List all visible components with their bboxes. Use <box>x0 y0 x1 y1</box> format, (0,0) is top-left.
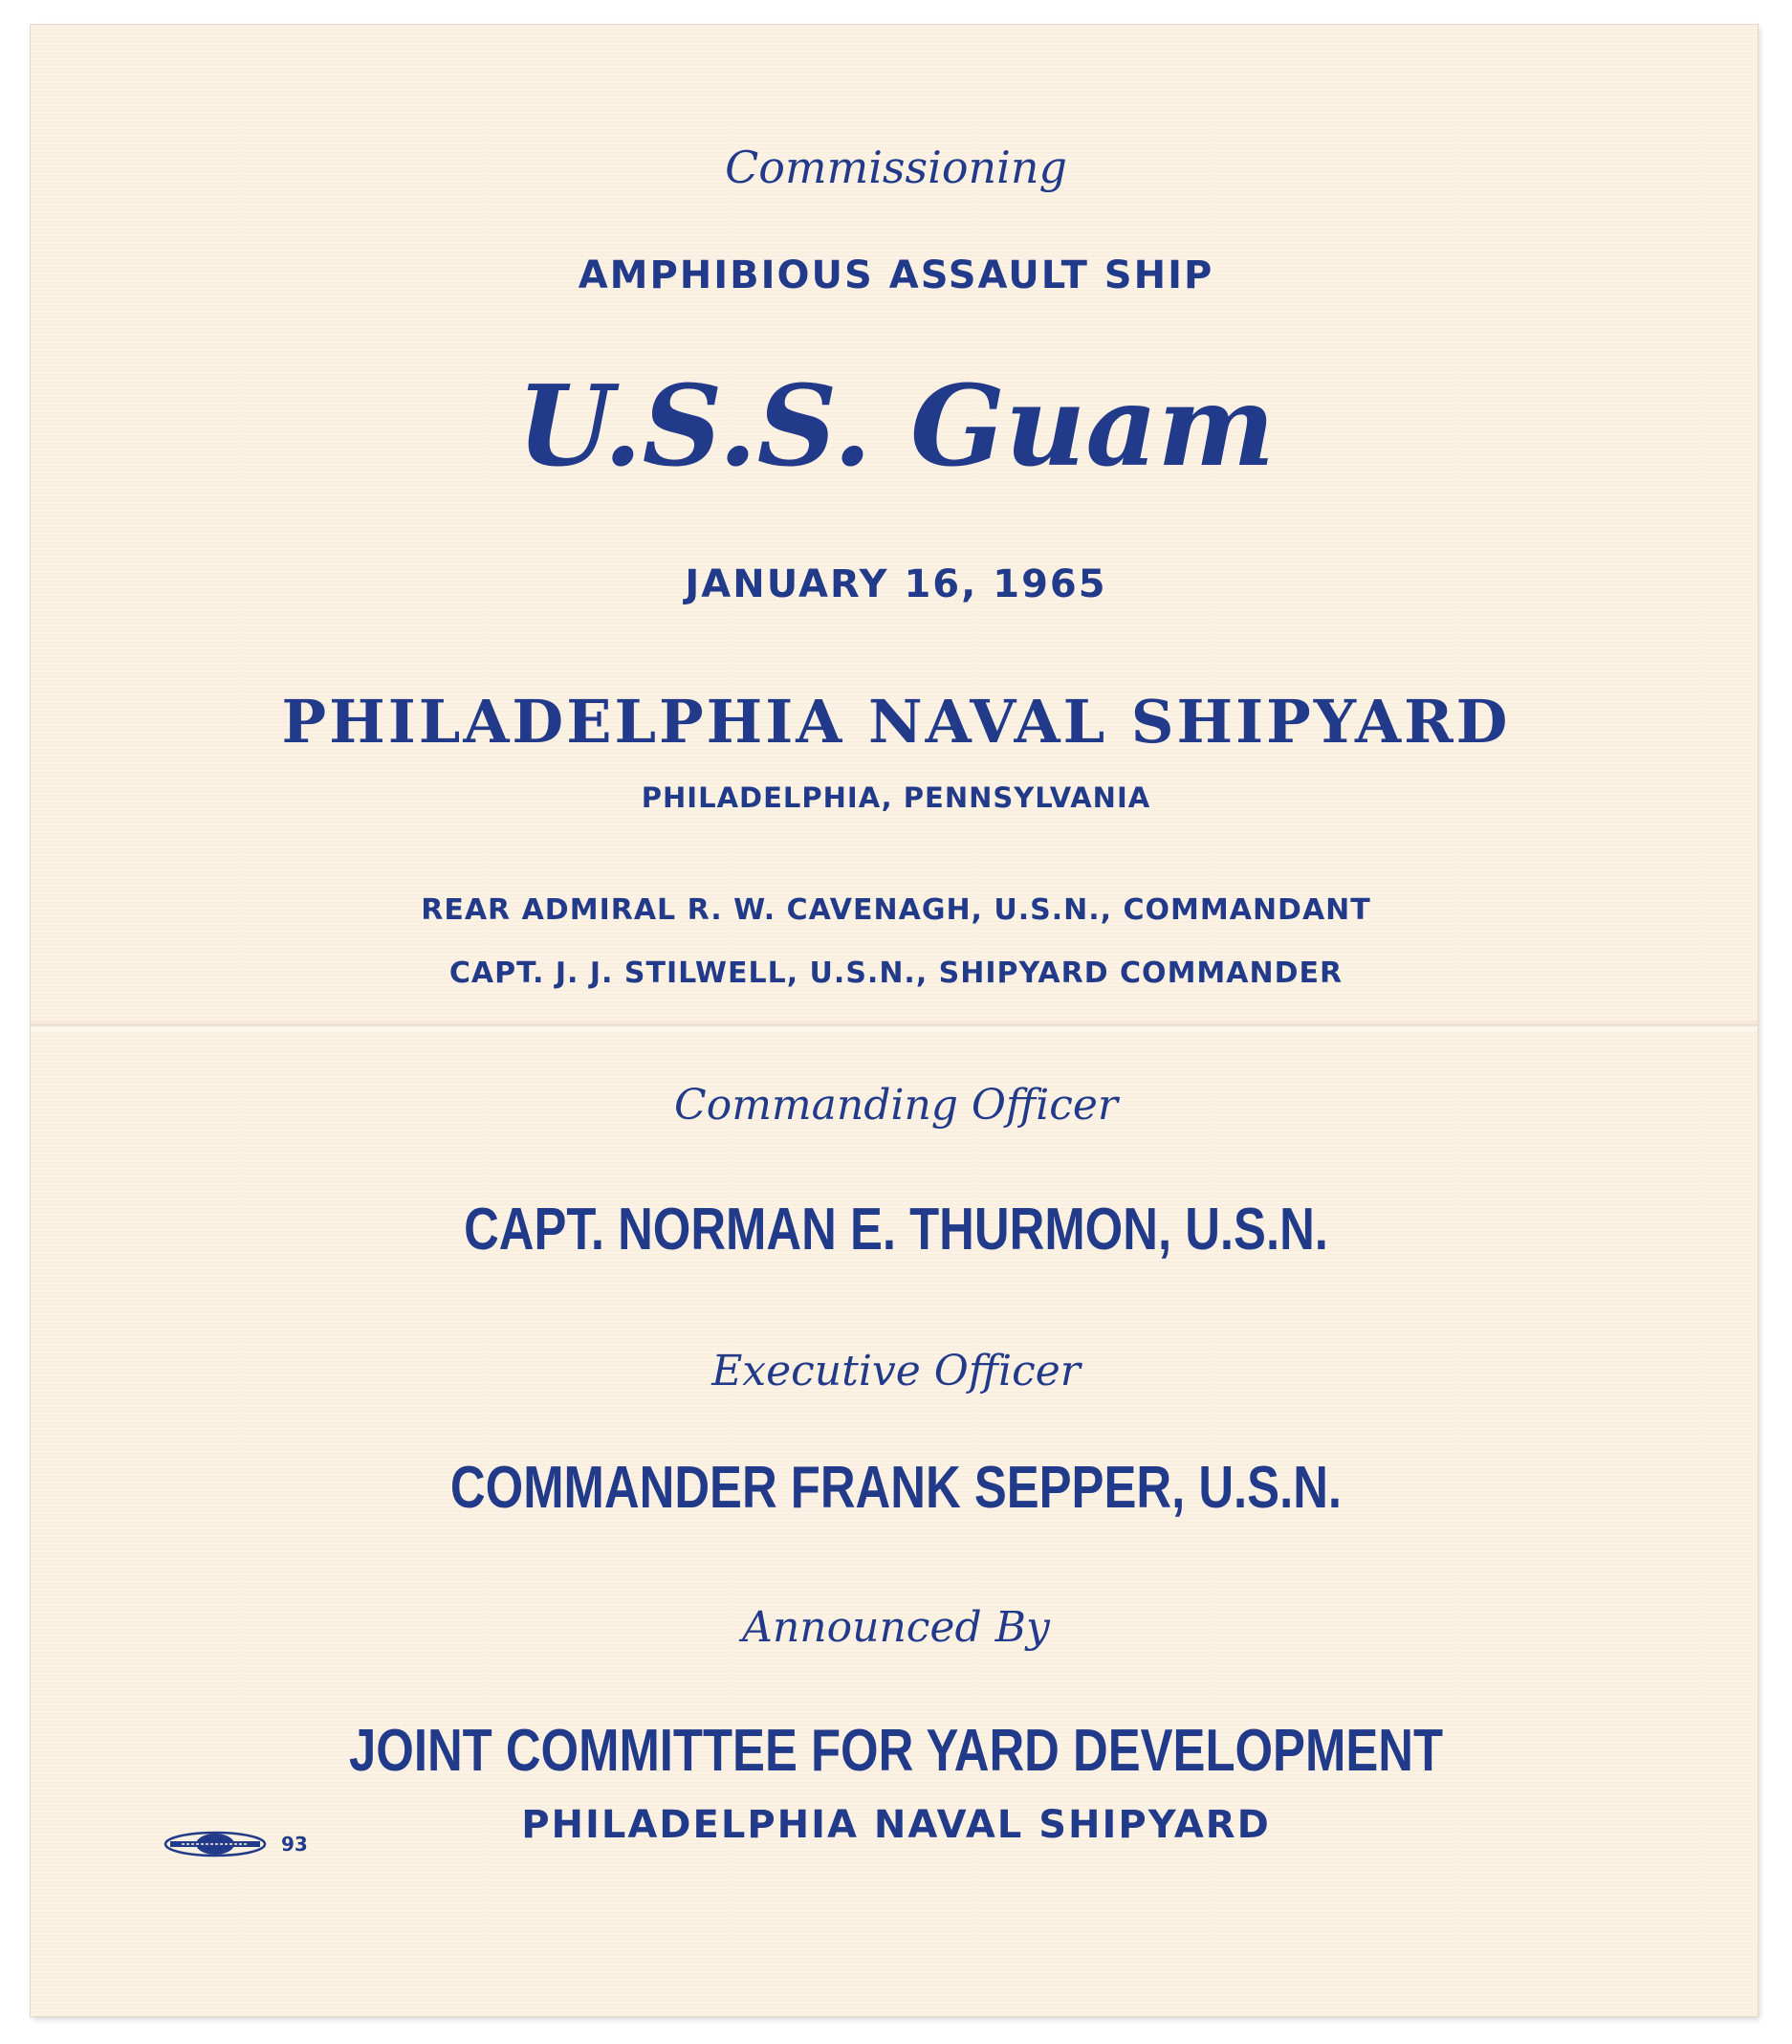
ship-name-title: U.S.S. Guam <box>516 362 1276 492</box>
official-commandant: REAR ADMIRAL R. W. CAVENAGH, U.S.N., COMMANDANT <box>421 893 1371 927</box>
printer-number: 93 <box>281 1833 308 1856</box>
executive-officer-label: Executive Officer <box>711 1347 1081 1396</box>
commissioning-date: JANUARY 16, 1965 <box>685 562 1107 606</box>
official-shipyard-commander: CAPT. J. J. STILWELL, U.S.N., SHIPYARD COMMANDER <box>448 956 1344 990</box>
paper-fold-crease <box>31 1020 1758 1033</box>
ship-type: AMPHIBIOUS ASSAULT SHIP <box>578 253 1214 297</box>
shipyard-name: PHILADELPHIA NAVAL SHIPYARD <box>281 687 1511 757</box>
shipyard-city: PHILADELPHIA, PENNSYLVANIA <box>641 781 1151 814</box>
commissioning-label: Commissioning <box>725 142 1067 193</box>
announced-by-label: Announced By <box>742 1603 1050 1652</box>
union-label-icon <box>163 1830 268 1858</box>
executive-officer-name: COMMANDER FRANK SEPPER, U.S.N. <box>449 1455 1343 1521</box>
committee-subtitle: PHILADELPHIA NAVAL SHIPYARD <box>521 1803 1271 1847</box>
commanding-officer-name: CAPT. NORMAN E. THURMON, U.S.N. <box>464 1197 1328 1263</box>
commanding-officer-label: Commanding Officer <box>674 1081 1118 1130</box>
committee-name: JOINT COMMITTEE FOR YARD DEVELOPMENT <box>348 1718 1444 1784</box>
printer-mark <box>163 1830 308 1858</box>
